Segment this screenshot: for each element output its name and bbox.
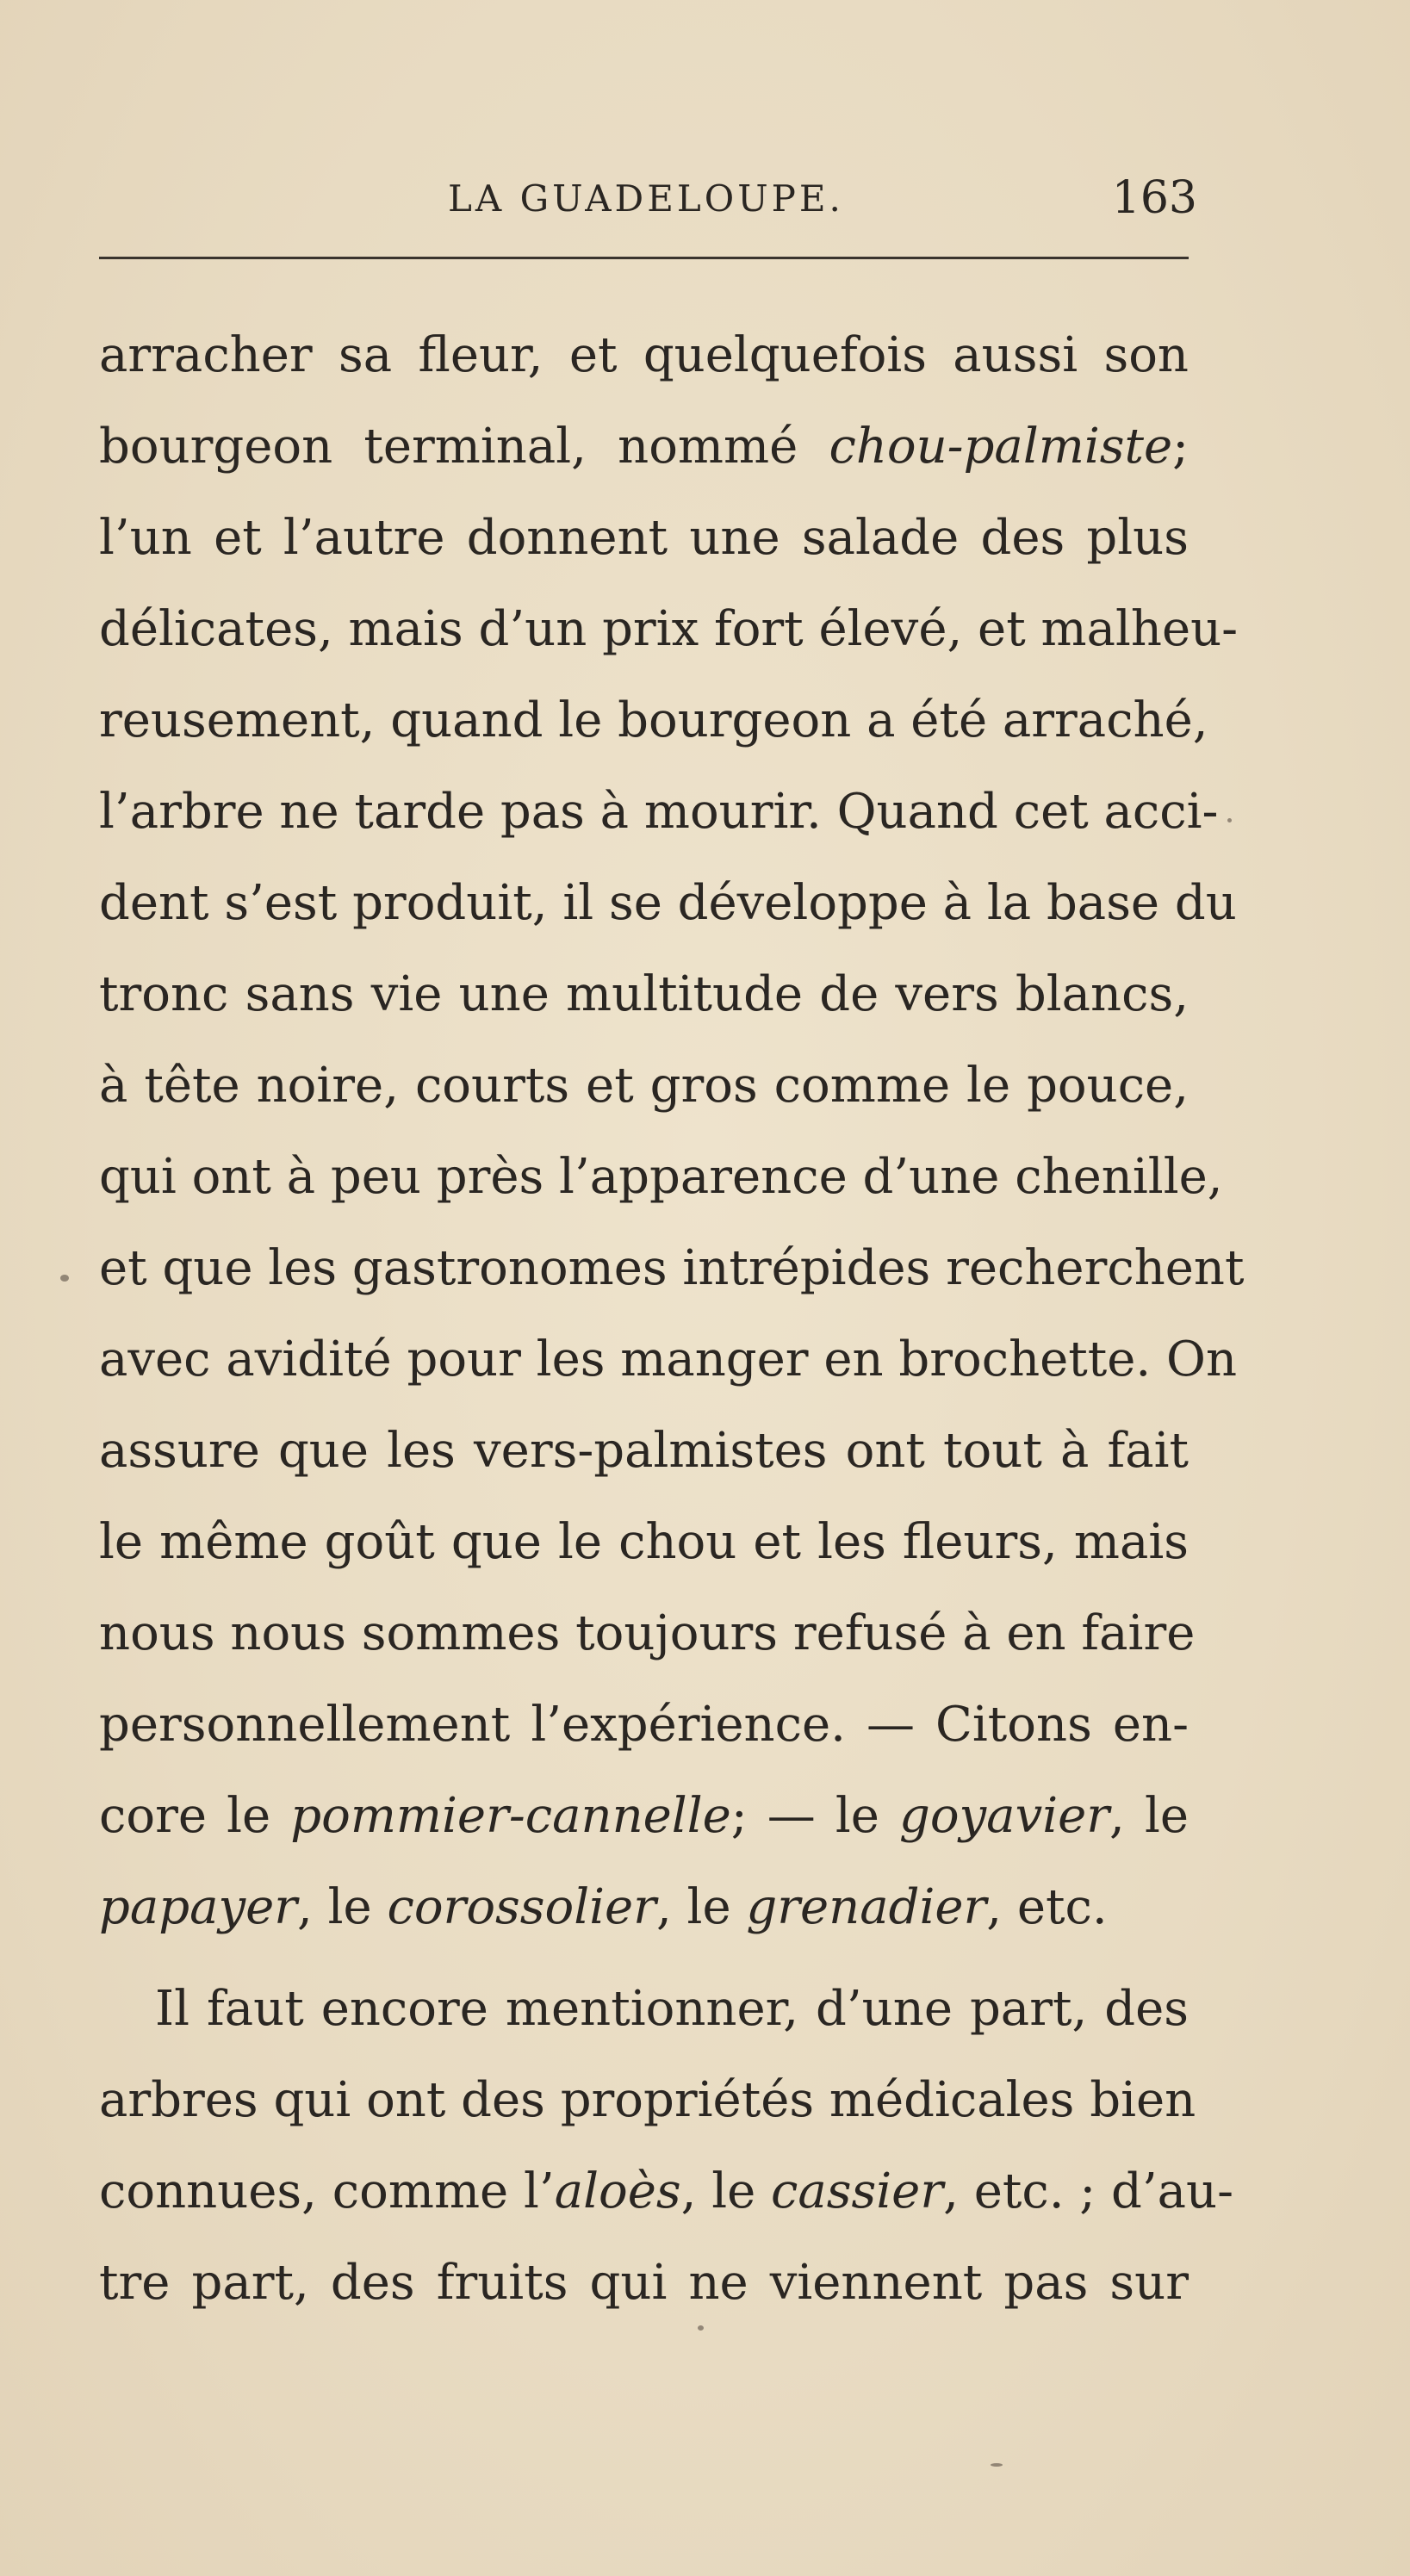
print-speck [698,2325,704,2331]
print-speck [991,2463,1003,2467]
text-line: tre part, des fruits qui ne viennent pas sur [99,2255,1189,2311]
text-line: à tête noire, courts et gros comme le pouce, [99,1058,1189,1114]
italic-term: papayer [99,1879,298,1935]
text-line: papayer, le corossolier, le grenadier, etc. [99,1879,1108,1935]
text-line: arbres qui ont des propriétés médicales bien [99,2072,1196,2128]
text-line: et que les gastronomes intrépides recherchent [99,1240,1245,1296]
text-line: délicates, mais d’un prix fort élevé, et malheu- [99,601,1239,657]
print-speck [1227,818,1232,822]
body-text [99,310,1245,2329]
italic-term: aloès [554,2163,681,2219]
text-line: l’arbre ne tarde pas à mourir. Quand cet acci- [99,784,1219,840]
text-line: tronc sans vie une multitude de vers blancs, [99,966,1189,1022]
page-number: 163 [1111,172,1197,224]
italic-term: chou-palmiste [829,419,1173,475]
text-line: personnellement l’expérience. — Citons en- [99,1697,1189,1753]
italic-term: cassier [771,2163,944,2219]
italic-term: grenadier [746,1879,987,1935]
text-line: nous nous sommes toujours refusé à en faire [99,1605,1196,1661]
text-line: le même goût que le chou et les fleurs, mais [99,1514,1189,1570]
text-line: qui ont à peu près l’apparence d’une chenille, [99,1149,1223,1205]
text-line: Il faut encore mentionner, d’une part, des [155,1981,1189,2037]
text-line: arracher sa fleur, et quelquefois aussi son [99,327,1189,383]
italic-term: pommier-cannelle [290,1788,731,1844]
text-line: assure que les vers-palmistes ont tout à fait [99,1423,1189,1479]
italic-term: goyavier [898,1788,1110,1844]
running-head [95,172,1197,233]
italic-term: corossolier [387,1879,656,1935]
header-rule [99,257,1189,259]
text-line: dent s’est produit, il se développe à la base du [99,875,1237,931]
text-line: l’un et l’autre donnent une salade des plus [99,510,1189,566]
text-line: connues, comme l’aloès, le cassier, etc. ; d’au- [99,2163,1233,2219]
running-title: LA GUADELOUPE. [448,177,844,220]
text-line: avec avidité pour les manger en brochette. On [99,1331,1238,1387]
text-line: core le pommier-cannelle; — le goyavier, le [99,1788,1189,1844]
print-speck [60,1275,69,1282]
text-line: reusement, quand le bourgeon a été arraché, [99,692,1208,748]
text-line: bourgeon terminal, nommé chou-palmiste; [99,419,1189,475]
